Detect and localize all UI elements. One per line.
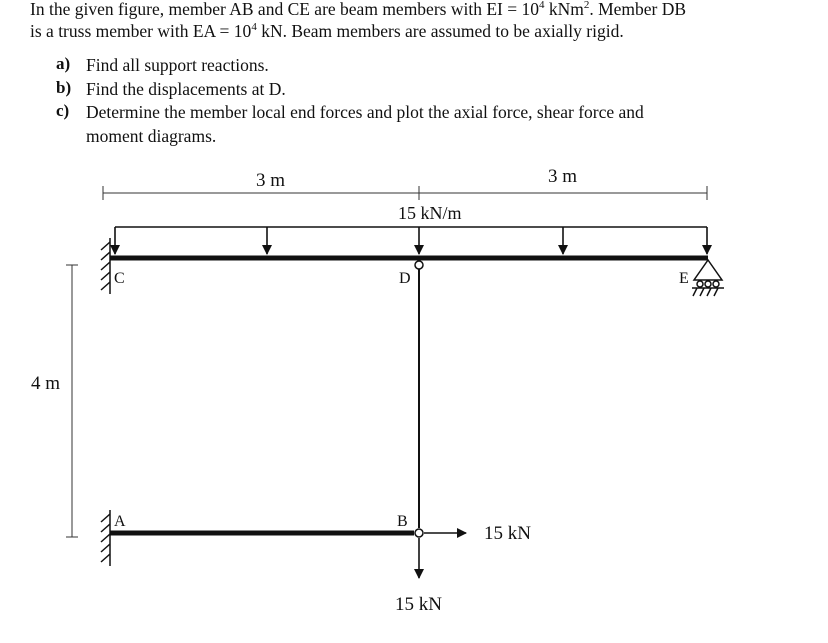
node-d-label: D [399, 270, 411, 287]
intro-line-1-part-a: In the given figure, member AB and CE are beam members with EI = 10 [30, 0, 539, 19]
question-c-label: c) [56, 101, 70, 120]
intro-line-1-part-c: . Member DB [589, 0, 687, 19]
intro-line-1-part-b: kNm [544, 0, 584, 19]
dim-left-span: 3 m [256, 170, 286, 191]
fixed-support-c [101, 238, 110, 294]
dim-height: 4 m [31, 373, 61, 394]
intro-line-1-superscript-2: 2 [583, 0, 590, 11]
dim-right-span: 3 m [548, 166, 578, 187]
vertical-load-label: 15 kN [395, 594, 442, 615]
intro-line-2-superscript: 4 [251, 21, 257, 33]
node-c-label: C [114, 270, 125, 287]
top-dimension-line [103, 186, 707, 200]
node-e-label: E [679, 270, 689, 287]
question-c-text-continued: moment diagrams. [86, 126, 217, 146]
question-c-text: Determine the member local end forces and plot the axial force, shear force and [86, 102, 644, 122]
question-a-label: a) [56, 54, 71, 73]
distributed-load [115, 227, 707, 254]
hinge-b [415, 529, 423, 537]
question-b-label: b) [56, 78, 72, 97]
question-a-text: Find all support reactions. [86, 55, 269, 75]
intro-line-2-part-b: kN. Beam members are assumed to be axially rigid. [256, 20, 624, 41]
horizontal-load-label: 15 kN [484, 523, 531, 544]
left-height-dimension [66, 265, 78, 537]
fixed-support-a [101, 510, 110, 566]
pin-support-e [692, 260, 724, 296]
intro-line-1-superscript: 4 [538, 0, 545, 11]
question-b-text: Find the displacements at D. [86, 79, 286, 99]
node-a-label: A [114, 513, 126, 530]
hinge-d [415, 261, 423, 269]
intro-line-2-part-a: is a truss member with EA = 10 [30, 20, 252, 41]
distributed-load-label: 15 kN/m [398, 203, 462, 223]
node-b-label: B [397, 513, 408, 530]
